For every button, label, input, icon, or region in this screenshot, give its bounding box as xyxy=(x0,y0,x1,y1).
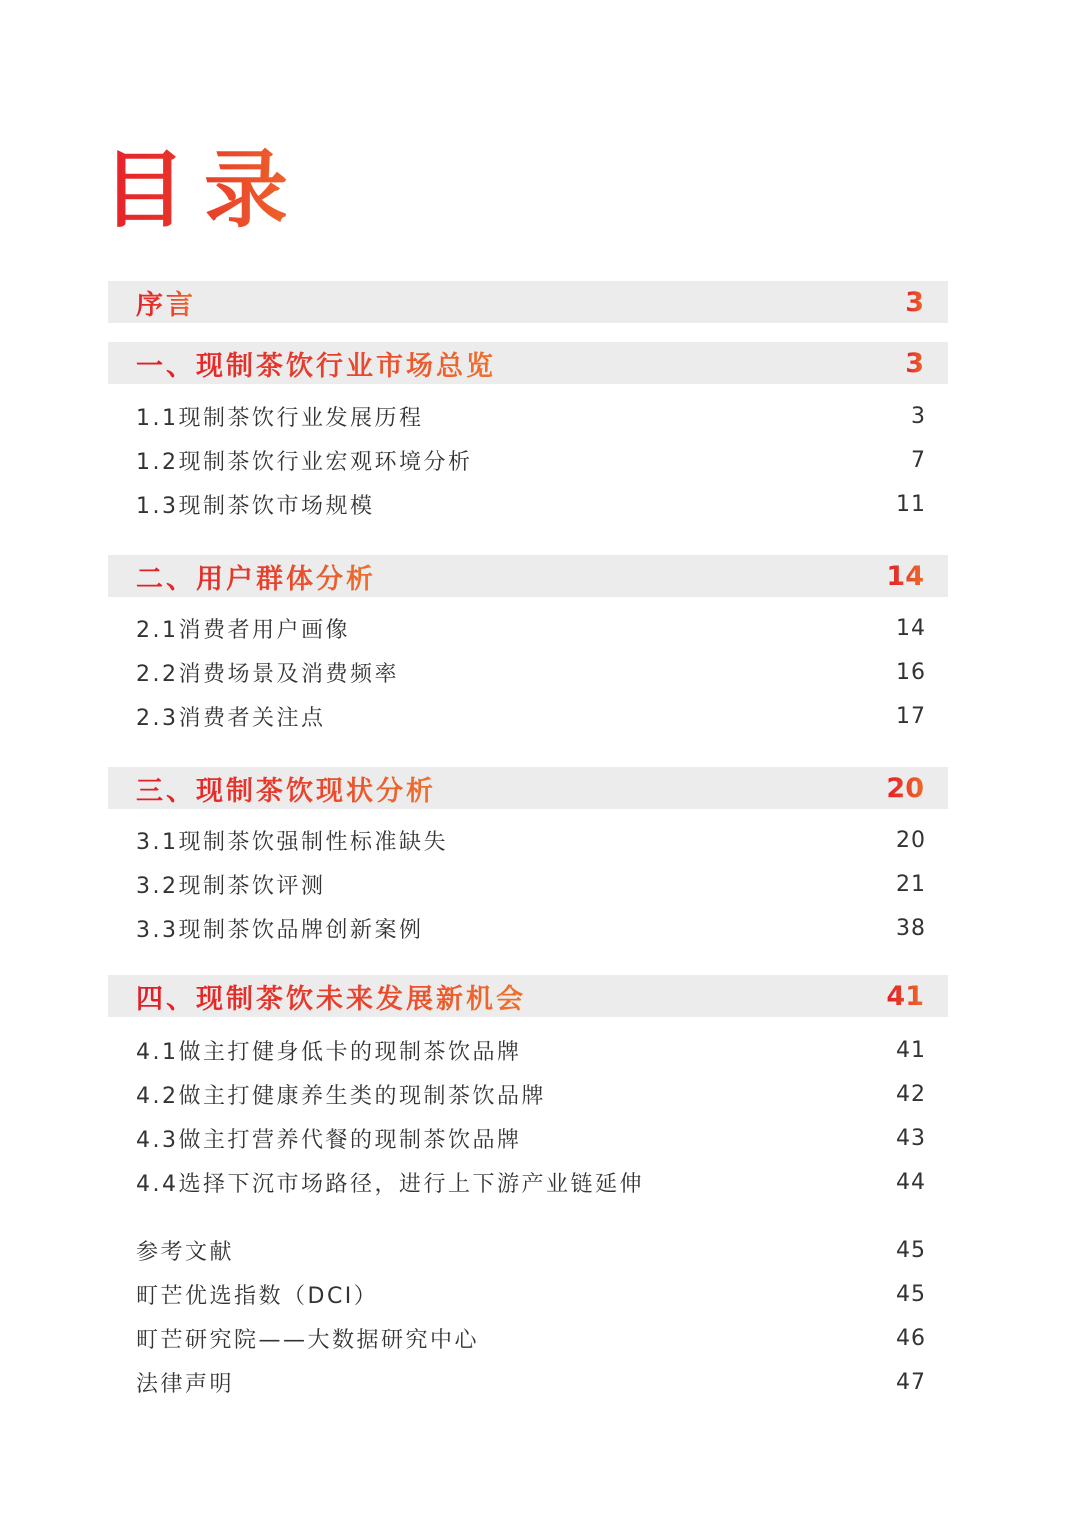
toc-appendix-dci[interactable] xyxy=(136,1276,926,1312)
toc-item-label: 4.1做主打健身低卡的现制茶饮品牌 xyxy=(136,1039,522,1065)
section-page: 41 xyxy=(886,980,924,1012)
toc-item-page: 47 xyxy=(896,1369,926,1395)
section-page: 3 xyxy=(905,286,924,318)
toc-appendix-references[interactable] xyxy=(136,1232,926,1268)
toc-item-4-3[interactable] xyxy=(136,1120,926,1156)
toc-item-4-4[interactable] xyxy=(136,1164,926,1200)
toc-item-label: 3.3现制茶饮品牌创新案例 xyxy=(136,917,424,943)
toc-item-label: 1.2现制茶饮行业宏观环境分析 xyxy=(136,449,473,475)
toc-item-label: 1.3现制茶饮市场规模 xyxy=(136,493,375,519)
section-page: 3 xyxy=(905,347,924,379)
toc-item-2-1[interactable] xyxy=(136,610,926,646)
section-title: 二、用户群体分析 xyxy=(136,557,376,596)
toc-item-2-3[interactable] xyxy=(136,698,926,734)
toc-section-1[interactable] xyxy=(108,342,948,384)
toc-item-3-2[interactable] xyxy=(136,866,926,902)
toc-item-label: 4.4选择下沉市场路径，进行上下游产业链延伸 xyxy=(136,1171,644,1197)
toc-item-label: 4.3做主打营养代餐的现制茶饮品牌 xyxy=(136,1127,522,1153)
section-page: 14 xyxy=(886,560,924,592)
toc-item-label: 町芒优选指数（DCI） xyxy=(136,1283,379,1309)
toc-item-2-2[interactable] xyxy=(136,654,926,690)
section-title: 一、现制茶饮行业市场总览 xyxy=(136,344,496,383)
toc-item-page: 38 xyxy=(896,915,926,941)
toc-item-4-1[interactable] xyxy=(136,1032,926,1068)
toc-item-4-2[interactable] xyxy=(136,1076,926,1112)
toc-item-page: 41 xyxy=(896,1037,926,1063)
toc-item-label: 法律声明 xyxy=(136,1371,235,1397)
toc-item-label: 2.1消费者用户画像 xyxy=(136,617,350,643)
toc-item-3-3[interactable] xyxy=(136,910,926,946)
toc-item-1-2[interactable] xyxy=(136,442,926,478)
toc-item-1-3[interactable] xyxy=(136,486,926,522)
section-title: 四、现制茶饮未来发展新机会 xyxy=(136,977,526,1016)
toc-item-label: 2.2消费场景及消费频率 xyxy=(136,661,399,687)
toc-item-label: 町芒研究院——大数据研究中心 xyxy=(136,1327,480,1353)
toc-item-page: 45 xyxy=(896,1281,926,1307)
toc-item-3-1[interactable] xyxy=(136,822,926,858)
toc-item-page: 43 xyxy=(896,1125,926,1151)
toc-item-page: 7 xyxy=(911,447,926,473)
toc-item-page: 17 xyxy=(896,703,926,729)
toc-item-label: 1.1现制茶饮行业发展历程 xyxy=(136,405,424,431)
toc-item-label: 参考文献 xyxy=(136,1239,235,1265)
toc-item-page: 46 xyxy=(896,1325,926,1351)
toc-item-label: 3.2现制茶饮评测 xyxy=(136,873,326,899)
toc-item-label: 3.1现制茶饮强制性标准缺失 xyxy=(136,829,448,855)
section-title: 三、现制茶饮现状分析 xyxy=(136,769,436,808)
toc-section-2[interactable] xyxy=(108,555,948,597)
toc-item-label: 2.3消费者关注点 xyxy=(136,705,326,731)
toc-section-preface[interactable] xyxy=(108,281,948,323)
toc-item-1-1[interactable] xyxy=(136,398,926,434)
toc-appendix-legal[interactable] xyxy=(136,1364,926,1400)
toc-item-page: 14 xyxy=(896,615,926,641)
toc-item-label: 4.2做主打健康养生类的现制茶饮品牌 xyxy=(136,1083,546,1109)
toc-appendix-research-center[interactable] xyxy=(136,1320,926,1356)
toc-item-page: 21 xyxy=(896,871,926,897)
toc-item-page: 45 xyxy=(896,1237,926,1263)
section-title: 序言 xyxy=(136,283,196,322)
toc-item-page: 16 xyxy=(896,659,926,685)
toc-section-3[interactable] xyxy=(108,767,948,809)
toc-item-page: 20 xyxy=(896,827,926,853)
toc-item-page: 42 xyxy=(896,1081,926,1107)
toc-item-page: 44 xyxy=(896,1169,926,1195)
page-title: 目录 xyxy=(102,141,307,239)
section-page: 20 xyxy=(886,772,924,804)
toc-item-page: 11 xyxy=(896,491,926,517)
toc-section-4[interactable] xyxy=(108,975,948,1017)
toc-item-page: 3 xyxy=(911,403,926,429)
